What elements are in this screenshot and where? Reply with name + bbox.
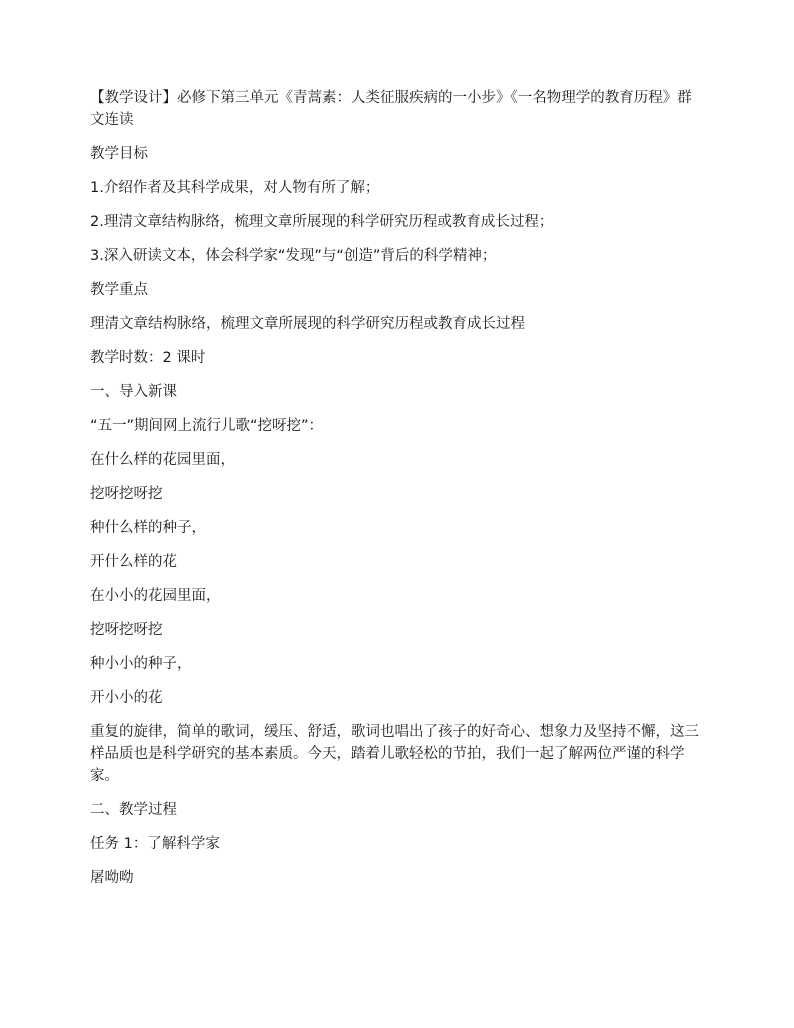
document-page (90, 87, 706, 889)
song-line: 挖呀挖呀挖 (90, 486, 163, 502)
song-line: 开小小的花 (90, 690, 163, 706)
key-point-text: 理清文章结构脉络，梳理文章所展现的科学研究历程或教育成长过程 (90, 316, 525, 332)
section-heading-process: 二、教学过程 (90, 802, 177, 818)
song-intro: “五一”期间网上流行儿歌“挖呀挖”： (90, 418, 324, 434)
scientist-name: 屠呦呦 (90, 870, 134, 886)
document-title: 【教学设计】必修下第三单元《青蒿素：人类征服疾病的一小步》《一名物理学的教育历程》群文连读 (90, 90, 692, 128)
class-hours: 教学时数：2 课时 (90, 350, 206, 366)
objective-item-2: 2.理清文章结构脉络，梳理文章所展现的科学研究历程或教育成长过程； (90, 214, 554, 230)
song-line: 种什么样的种子， (90, 520, 206, 536)
introduction-paragraph: 重复的旋律，简单的歌词，缓压、舒适，歌词也唱出了孩子的好奇心、想象力及坚持不懈，这三样品质也是科学研究的基本素质。今天，踏着儿歌轻松的节拍，我们一起了解两位严谨的科学家。 (90, 724, 699, 784)
section-heading-key-points: 教学重点 (90, 282, 148, 298)
section-heading-objectives: 教学目标 (90, 146, 148, 162)
song-line: 挖呀挖呀挖 (90, 622, 163, 638)
song-line: 开什么样的花 (90, 554, 177, 570)
song-line: 在小小的花园里面， (90, 588, 221, 604)
objective-item-1: 1.介绍作者及其科学成果，对人物有所了解； (90, 180, 380, 196)
objective-item-3: 3.深入研读文本，体会科学家“发现”与“创造”背后的科学精神； (90, 248, 497, 264)
section-heading-introduction: 一、导入新课 (90, 384, 177, 400)
task-heading: 任务 1：了解科学家 (90, 836, 220, 852)
song-line: 种小小的种子， (90, 656, 192, 672)
song-line: 在什么样的花园里面， (90, 452, 235, 468)
